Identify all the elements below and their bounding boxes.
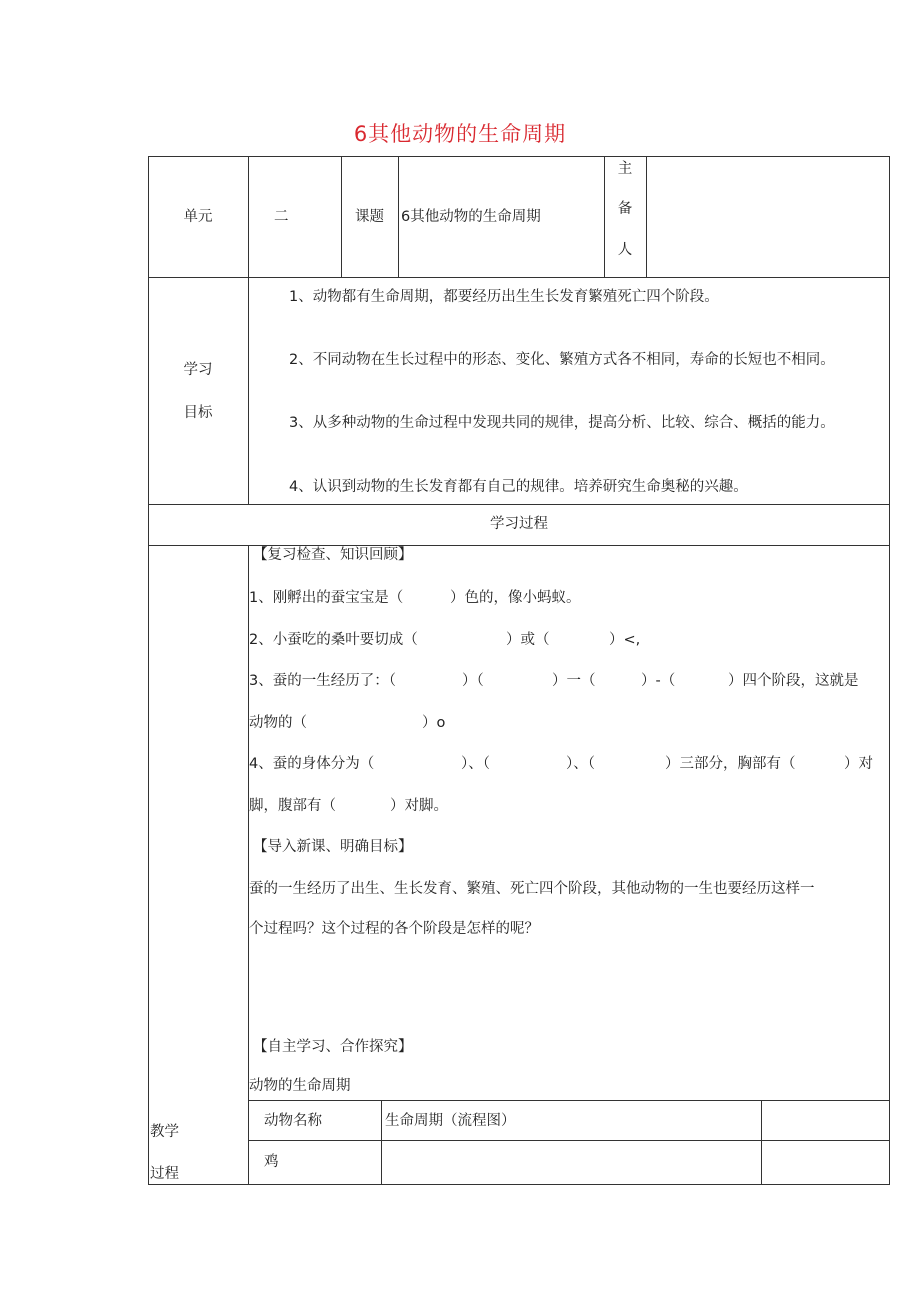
table-border-right (889, 156, 890, 1185)
q4-part-5: ）对 (844, 756, 873, 772)
cycle-table-top (248, 1100, 890, 1101)
table-border-bottom (148, 1184, 890, 1185)
unit-label: 单元 (183, 209, 213, 225)
q2-part-3: ）<, (609, 632, 641, 648)
preparer-label-2: 备 (617, 201, 633, 217)
objective-item-3: 3、从多种动物的生命过程中发现共同的规律，提高分析、比较、综合、概括的能力。 (289, 415, 835, 431)
preparer-label-3: 人 (617, 242, 633, 258)
cycle-table-row-divider (248, 1140, 890, 1141)
q4b-part-2: ）对脚。 (390, 798, 448, 814)
intro-line-2: 个过程吗？这个过程的各个阶段是怎样的呢？ (249, 921, 539, 937)
q1-part-2: ）色的，像小蚂蚁。 (450, 590, 581, 606)
objectives-col-divider (248, 277, 249, 504)
row-divider-header (148, 277, 890, 278)
teaching-label-1: 教学 (150, 1124, 179, 1140)
objective-item-1: 1、动物都有生命周期，都要经历出生生长发育繁殖死亡四个阶段。 (289, 289, 719, 305)
cycle-table-header-name: 动物名称 (264, 1113, 322, 1129)
teaching-label-2: 过程 (150, 1166, 179, 1182)
cycle-table-col-divider-1 (381, 1100, 382, 1184)
q3b-part-2: ）o (422, 715, 446, 731)
table-border-top (148, 156, 890, 157)
header-col-divider-1 (248, 156, 249, 277)
objectives-label-2: 目标 (183, 405, 213, 421)
q2-part-2: ）或（ (506, 632, 550, 648)
unit-value: 二 (274, 209, 289, 225)
q3-part-2: ）（ (462, 673, 484, 689)
q1-part-1: 1、刚孵出的蚕宝宝是（ (249, 590, 404, 606)
q4b-part-1: 脚，腹部有（ (249, 798, 336, 814)
table-border-left (148, 156, 149, 1185)
page-title: 6其他动物的生命周期 (353, 122, 567, 146)
q2-part-1: 2、小蚕吃的桑叶要切成（ (249, 632, 418, 648)
q3b-part-1: 动物的（ (249, 715, 307, 731)
q3-part-1: 3、蚕的一生经历了：（ (249, 673, 396, 689)
q4-part-1: 4、蚕的身体分为（ (249, 756, 375, 772)
topic-label: 课题 (355, 209, 384, 225)
intro-heading: 【导入新课、明确目标】 (253, 839, 413, 855)
objective-item-4: 4、认识到动物的生长发育都有自己的规律。培养研究生命奥秘的兴趣。 (289, 479, 748, 495)
cycle-table-col-divider-2 (761, 1100, 762, 1184)
objectives-label-1: 学习 (183, 362, 213, 378)
cycle-table-header-cycle: 生命周期（流程图） (385, 1113, 516, 1129)
cycle-table-row-name: 鸡 (264, 1154, 279, 1170)
row-divider-process-heading (148, 545, 890, 546)
q3-part-4: ）-（ (641, 673, 676, 689)
review-heading: 【复习检查、知识回顾】 (253, 547, 413, 563)
self-study-heading: 【自主学习、合作探究】 (253, 1039, 413, 1055)
intro-line-1: 蚕的一生经历了出生、生长发育、繁殖、死亡四个阶段，其他动物的一生也要经历这样一 (249, 881, 815, 897)
life-cycle-title: 动物的生命周期 (249, 1078, 351, 1094)
topic-value: 6其他动物的生命周期 (401, 209, 541, 225)
objective-item-2: 2、不同动物在生长过程中的形态、变化、繁殖方式各不相同，寿命的长短也不相同。 (289, 352, 835, 368)
q4-part-4: ）三部分，胸部有（ (665, 756, 796, 772)
q4-part-3: ）、（ (566, 756, 595, 772)
q3-part-5: ）四个阶段，这就是 (728, 673, 859, 689)
preparer-label-1: 主 (617, 161, 633, 177)
process-heading: 学习过程 (490, 516, 548, 532)
q3-part-3: ）一（ (552, 673, 596, 689)
header-col-divider-5 (646, 156, 647, 277)
q4-part-2: ）、（ (461, 756, 490, 772)
row-divider-objectives (148, 504, 890, 505)
header-col-divider-3 (398, 156, 399, 277)
